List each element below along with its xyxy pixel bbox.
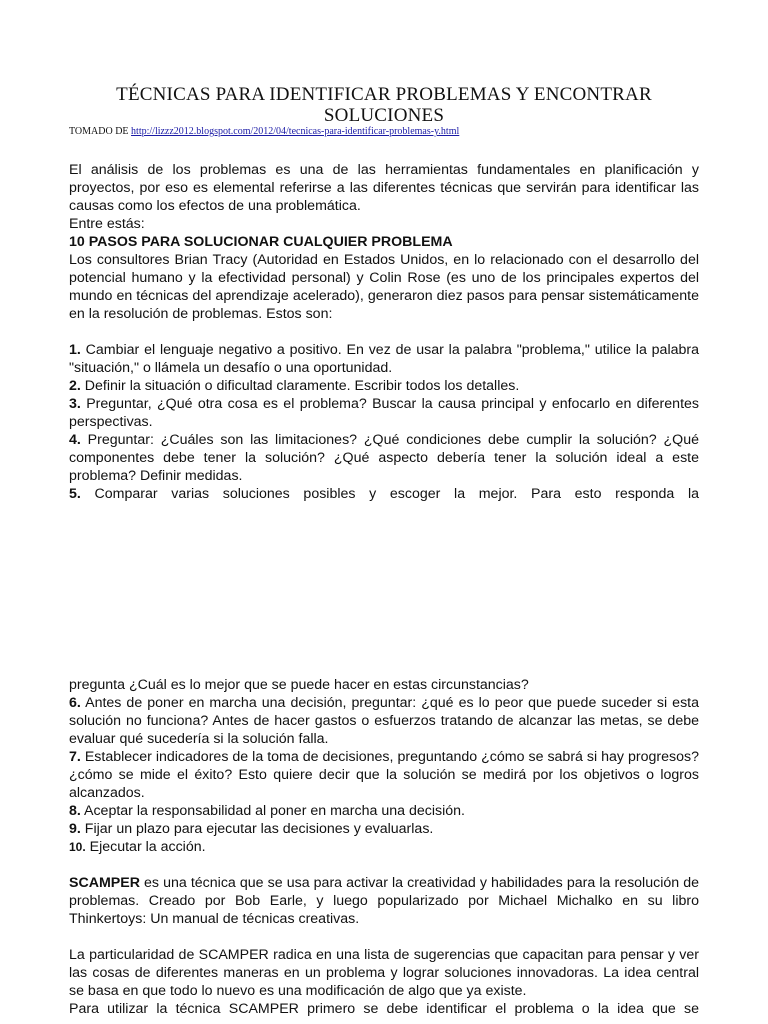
step-number: 8. — [69, 803, 81, 819]
step-item — [69, 820, 699, 838]
step-item — [69, 431, 699, 485]
step-text: Definir la situación o dificultad claramente. Escribir todos los detalles. — [80, 378, 520, 394]
body-top — [69, 161, 699, 503]
step-number: 1. — [69, 342, 81, 358]
source-link[interactable]: http://lizzz2012.blogspot.com/2012/04/tecnicas-para-identificar-problemas-y.html — [131, 126, 460, 137]
step-text: Preguntar: ¿Cuáles son las limitaciones? ¿Qué condiciones debe cumplir la solución? ¿Qué componentes debe tener la solución? ¿Qué aspecto debería tener la solución ideal a este problema? Definir medidas. — [69, 432, 699, 484]
entre-label: Entre estás: — [69, 216, 145, 232]
step-item — [69, 377, 699, 395]
step-text: Establecer indicadores de la toma de decisiones, preguntando ¿cómo se sabrá si hay progresos? ¿cómo se mide el éxito? Esto quiere decir que la solución se medirá por los objetivos o logros alcanzados. — [69, 749, 699, 801]
step-text: Ejecutar la acción. — [85, 839, 206, 855]
scamper-text: es una técnica que se usa para activar la creatividad y habilidades para la resolución de problemas. Creado por Bob Earle, y luego popularizado por Michael Michalko en su libro Thinkertoys: Un manual de técnicas creativas. — [69, 875, 699, 927]
step-item — [69, 485, 699, 503]
step-number: 9. — [69, 821, 81, 837]
step-text: Preguntar, ¿Qué otra cosa es el problema? Buscar la causa principal y enfocarlo en diferentes perspectivas. — [69, 396, 699, 430]
particularidad-paragraph: La particularidad de SCAMPER radica en una lista de sugerencias que capacitan para pensar y ver las cosas de diferentes maneras en un problema y lograr soluciones innovadoras. La idea central se basa en que todo lo nuevo es una modificación de algo que ya existe. — [69, 947, 699, 999]
scamper-term: SCAMPER — [69, 875, 140, 891]
blank-line — [69, 928, 699, 946]
section-intro-paragraph: Los consultores Brian Tracy (Autoridad en Estados Unidos, en lo relacionado con el desarrollo del potencial humano y la efectividad personal) y Colin Rose (es uno de los principales expertos del mundo en técnicas del aprendizaje acelerado), generaron diez pasos para pensar sistemáticamente en la resolución de problemas. Estos son: — [69, 252, 699, 322]
step-number: 2. — [69, 378, 81, 394]
document-title: TÉCNICAS PARA IDENTIFICAR PROBLEMAS Y ENCONTRAR SOLUCIONES — [116, 84, 652, 126]
step-item — [69, 802, 699, 820]
step-number: 5. — [69, 486, 81, 502]
source-line — [69, 126, 459, 138]
body-bottom — [69, 676, 699, 1018]
intro-paragraph: El análisis de los problemas es una de las herramientas fundamentales en planificación y proyectos, por eso es elemental referirse a las diferentes técnicas que servirán para identificar las causas como los efectos de una problemática. — [69, 162, 699, 214]
step-item — [69, 395, 699, 431]
blank-line — [69, 323, 699, 341]
step-number: 4. — [69, 432, 81, 448]
scamper-paragraph — [69, 874, 699, 928]
step-text: Cambiar el lenguaje negativo a positivo. En vez de usar la palabra "problema," utilice la palabra "situación," o llámela un desafío o una oportunidad. — [69, 342, 699, 376]
utilizar-paragraph: Para utilizar la técnica SCAMPER primero se debe identificar el problema o la idea que se — [69, 1001, 699, 1017]
source-prefix: TOMADO DE — [69, 126, 132, 137]
step-number: 6. — [69, 695, 81, 711]
step-item — [69, 341, 699, 377]
step-item — [69, 748, 699, 802]
step-text: Fijar un plazo para ejecutar las decisiones y evaluarlas. — [80, 821, 434, 837]
step-number: 7. — [69, 749, 81, 765]
step-number: 3. — [69, 396, 81, 412]
step-text: Aceptar la responsabilidad al poner en marcha una decisión. — [80, 803, 465, 819]
blank-line — [69, 856, 699, 874]
step-text: Comparar varias soluciones posibles y escoger la mejor. Para esto responda la — [80, 486, 699, 502]
section-heading: 10 PASOS PARA SOLUCIONAR CUALQUIER PROBLEMA — [69, 234, 453, 250]
step-item — [69, 694, 699, 748]
step-item — [69, 838, 699, 856]
step-text: Antes de poner en marcha una decisión, preguntar: ¿qué es lo peor que puede suceder si esta solución no funciona? Antes de hacer gastos o esfuerzos tratando de alcanzar las metas, se debe evaluar qué sucedería si la solución falla. — [69, 695, 699, 747]
step5-continuation: pregunta ¿Cuál es lo mejor que se puede hacer en estas circunstancias? — [69, 677, 529, 693]
step-number: 10. — [69, 840, 86, 854]
